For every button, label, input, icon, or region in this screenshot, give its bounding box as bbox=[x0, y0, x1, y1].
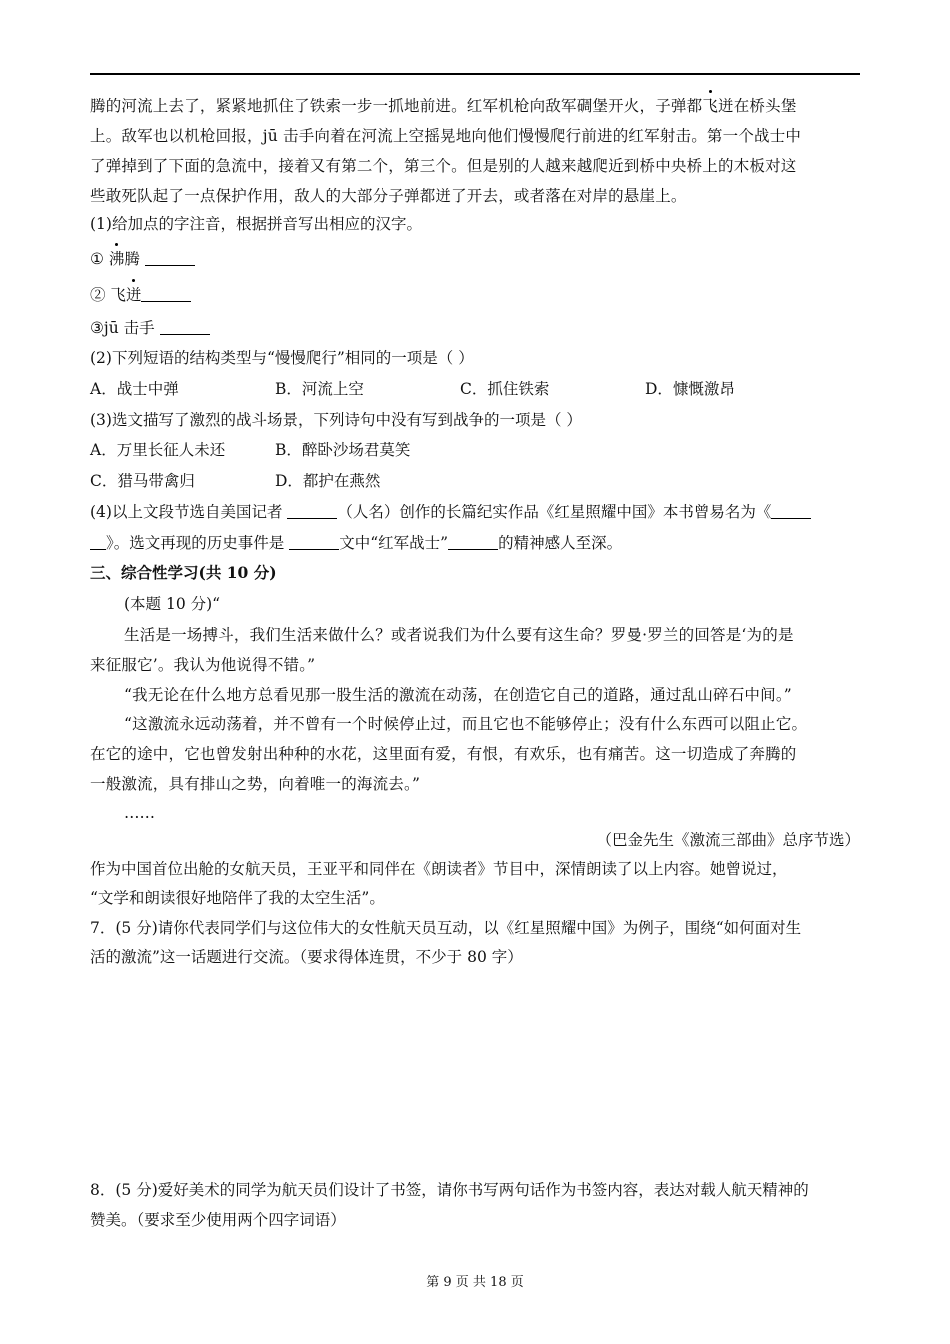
ellipsis: …… bbox=[124, 804, 155, 822]
q2-option-c[interactable]: C．抓住铁索 bbox=[460, 380, 550, 398]
quote-3: “这激流永远动荡着，并不曾有一个时候停止过，而且它也不能够停止；没有什么东西可以阻止它。 bbox=[124, 715, 808, 733]
q3-stem: (3)选文描写了激烈的战斗场景，下列诗句中没有写到战争的一项是（ ） bbox=[90, 411, 582, 429]
q3-option-d[interactable]: D．都护在燕然 bbox=[275, 472, 381, 490]
answer-blank[interactable] bbox=[771, 503, 811, 519]
quote-1: 生活是一场搏斗，我们生活来做什么？或者说我们为什么要有这生命？罗曼·罗兰的回答是‘为的是 bbox=[124, 626, 794, 644]
q2-option-d[interactable]: D．慷慨激昂 bbox=[645, 380, 735, 398]
quote-2: “我无论在什么地方总看见那一股生活的激流在动荡，在创造它自己的道路，通过乱山碎石中间。” bbox=[124, 686, 792, 704]
passage-line-1: 腾的河流上去了，紧紧地抓住了铁索一步一抓地前进。红军机枪向敌军碉堡开火，子弹都飞迸在桥头堡 bbox=[90, 97, 797, 115]
context-line-2: “文学和朗读很好地陪伴了我的太空生活”。 bbox=[90, 889, 385, 907]
answer-blank[interactable] bbox=[145, 250, 195, 266]
page-footer: 第 9 页 共 18 页 bbox=[426, 1275, 524, 1290]
q2-option-b[interactable]: B．河流上空 bbox=[275, 380, 364, 398]
q1-item-1: ① 沸腾 bbox=[90, 249, 860, 269]
context-line-1: 作为中国首位出舱的女航天员，王亚平和同伴在《朗读者》节目中，深情朗读了以上内容。她曾说过， bbox=[90, 860, 788, 878]
q1-stem: (1)给加点的字注音，根据拼音写出相应的汉字。 bbox=[90, 215, 422, 233]
q1-item-3: ③jū 击手 bbox=[90, 318, 860, 338]
quote-3c: 一般激流，具有排山之势，向着唯一的海流去。” bbox=[90, 775, 421, 793]
q7-line-2: 活的激流”这一话题进行交流。（要求得体连贯，不少于 80 字） bbox=[90, 948, 523, 966]
section-intro: (本题 10 分)“ bbox=[124, 595, 221, 613]
passage-line-3: 了弹掉到了下面的急流中，接着又有第二个，第三个。但是别的人越来越爬近到桥中央桥上的木板对这 bbox=[90, 157, 797, 175]
passage-line-2: 上。敌军也以机枪回报，jū 击手向着在河流上空摇晃地向他们慢慢爬行前进的红军射击。第一个战士中 bbox=[90, 127, 802, 145]
q3-option-b[interactable]: B．醉卧沙场君莫笑 bbox=[275, 441, 411, 459]
quote-source: （巴金先生《激流三部曲》总序节选） bbox=[596, 831, 860, 849]
dotted-char: 沸 bbox=[108, 250, 125, 268]
passage-line-4: 些敢死队起了一点保护作用，敌人的大部分子弹都迸了开去，或者落在对岸的悬崖上。 bbox=[90, 187, 687, 205]
quote-3b: 在它的途中，它也曾发射出种种的水花，这里面有爱，有恨，有欢乐，也有痛苦。这一切造成了奔腾的 bbox=[90, 745, 797, 763]
answer-blank[interactable] bbox=[141, 286, 191, 302]
dotted-char: 迸 bbox=[125, 286, 142, 304]
q2-option-a[interactable]: A．战士中弹 bbox=[90, 380, 179, 398]
q4-line-1: (4)以上文段节选自美国记者 （人名）创作的长篇纪实作品《红星照耀中国》本书曾易名为《 bbox=[90, 502, 860, 522]
answer-blank[interactable] bbox=[160, 319, 210, 335]
section-title: 三、综合性学习(共 10 分) bbox=[90, 563, 277, 582]
answer-blank[interactable] bbox=[289, 534, 339, 550]
quote-1b: 来征服它’。我认为他说得不错。” bbox=[90, 656, 316, 674]
answer-blank[interactable] bbox=[448, 534, 498, 550]
q8-line-2: 赞美。（要求至少使用两个四字词语） bbox=[90, 1211, 346, 1229]
q1-item-2: ② 飞迸 bbox=[90, 285, 860, 305]
q8-line-1: 8．(5 分)爱好美术的同学为航天员们设计了书签，请你书写两句话作为书签内容，表达对载人航天精神的 bbox=[90, 1181, 809, 1199]
answer-blank[interactable] bbox=[90, 534, 106, 550]
q3-option-c[interactable]: C．猎马带禽归 bbox=[90, 472, 195, 490]
q3-option-a[interactable]: A．万里长征人未还 bbox=[90, 441, 226, 459]
q7-line-1: 7．(5 分)请你代表同学们与这位伟大的女性航天员互动，以《红星照耀中国》为例子，围绕“如何面对生 bbox=[90, 919, 802, 937]
q2-stem: (2)下列短语的结构类型与“慢慢爬行”相同的一项是（ ） bbox=[90, 349, 474, 367]
q4-line-2: 》。选文再现的历史事件是 文中“红军战士” 的精神感人至深。 bbox=[90, 533, 860, 553]
answer-blank[interactable] bbox=[287, 503, 337, 519]
header-rule bbox=[90, 73, 860, 75]
dotted-char: 飞 bbox=[702, 97, 719, 115]
